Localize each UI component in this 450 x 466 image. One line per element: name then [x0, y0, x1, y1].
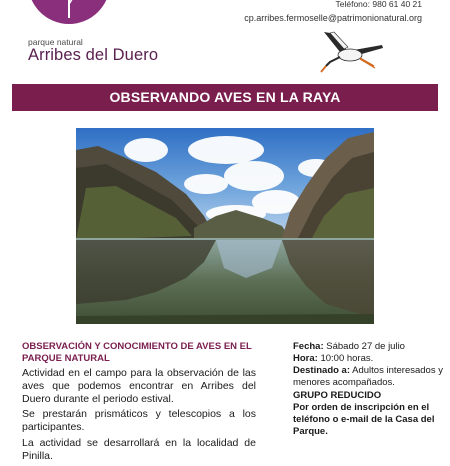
activity-description: [22, 341, 256, 466]
date-value: Sábado 27 de julio: [323, 341, 405, 352]
stork-icon: [320, 30, 386, 74]
description-paragraph: Actividad en el campo para la observación de las aves que podemos encontrar en Arribes del Duero durante el periodo estival.: [22, 367, 256, 405]
time-label: Hora:: [293, 353, 318, 364]
event-title: OBSERVANDO AVES EN LA RAYA: [12, 84, 438, 111]
brand-subtitle: parque natural: [28, 37, 83, 47]
event-details: [293, 341, 443, 438]
description-paragraph: Se prestarán prismáticos y telescopios a los participantes.: [22, 408, 256, 434]
description-heading: OBSERVACIÓN Y CONOCIMIENTO DE AVES EN EL PARQUE NATURAL: [22, 341, 252, 364]
group-notice: GRUPO REDUCIDO: [293, 390, 382, 401]
contact-info: [244, 0, 422, 23]
audience-value: Adultos interesados y menores acompañados.: [293, 365, 443, 388]
audience-label: Destinado a:: [293, 365, 351, 376]
audience-row: [293, 365, 443, 389]
park-logo: [28, 0, 110, 24]
contact-email: cp.arribes.fermoselle@patrimonionatural.org: [244, 13, 422, 23]
date-label: Fecha:: [293, 341, 324, 352]
contact-phone: Teléfono: 980 61 40 21: [335, 0, 422, 9]
signup-info: Por orden de inscripción en el teléfono o e-mail de la Casa del Parque.: [293, 402, 435, 437]
time-value: 10:00 horas.: [317, 353, 374, 364]
time-row: [293, 353, 443, 365]
river-canyon-photo: [76, 128, 374, 324]
logo-leaf-icon: [28, 0, 110, 24]
date-row: [293, 341, 443, 353]
brand-name: Arribes del Duero: [28, 46, 159, 64]
description-paragraph: La actividad se desarrollará en la localidad de Pinilla.: [22, 436, 256, 462]
